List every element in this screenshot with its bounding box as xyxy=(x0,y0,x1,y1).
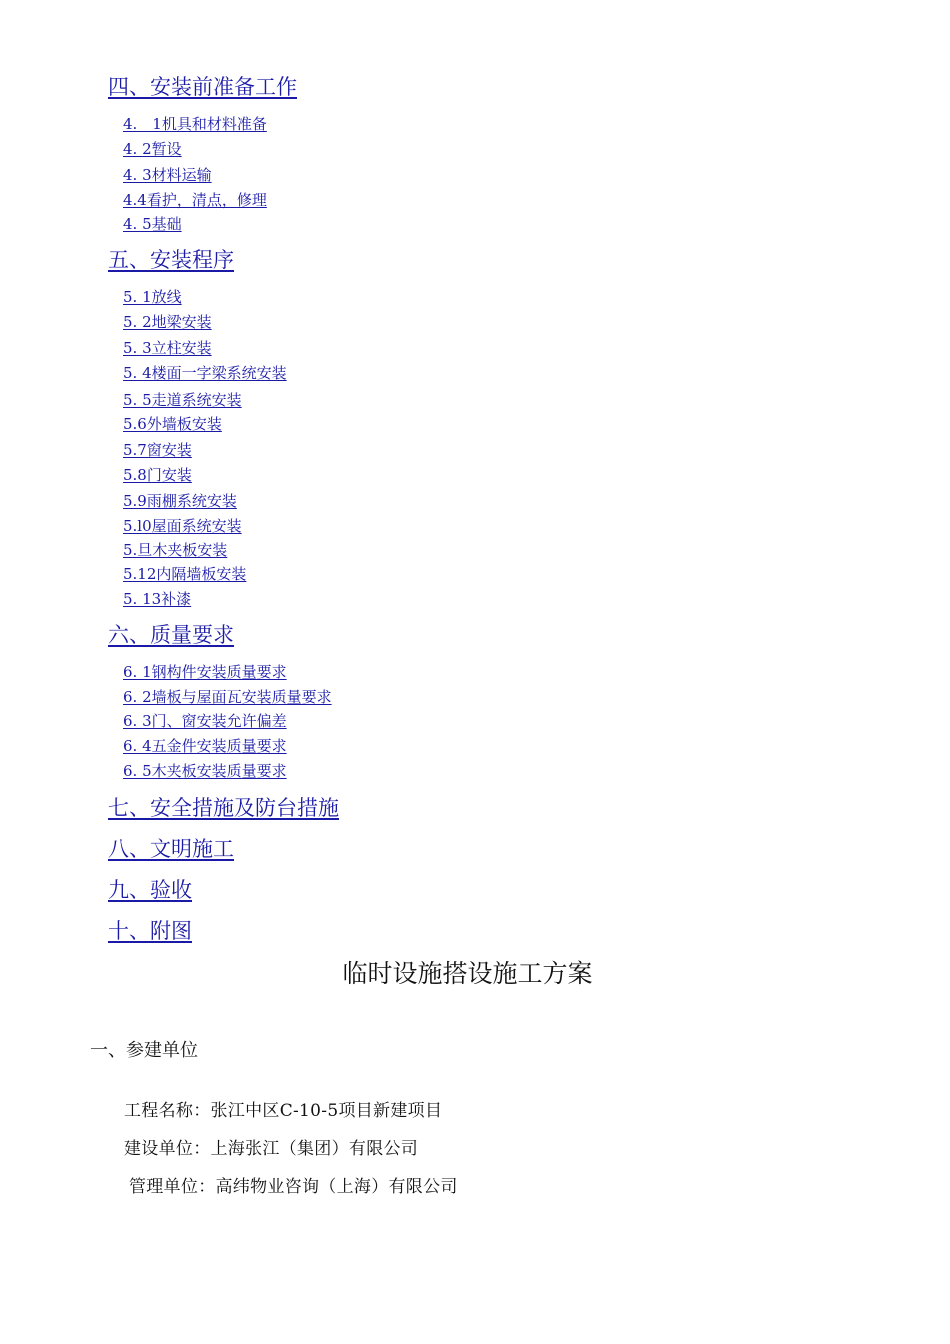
toc-item-6-2[interactable]: 6. 2墙板与屋面瓦安装质量要求 xyxy=(123,688,332,706)
toc-item-5-2[interactable]: 5. 2地梁安装 xyxy=(123,313,212,331)
toc-item-5-13[interactable]: 5. 13补漆 xyxy=(123,590,192,608)
toc-item-6-5[interactable]: 6. 5木夹板安装质量要求 xyxy=(123,762,287,780)
toc-item-5-6[interactable]: 5.6外墙板安装 xyxy=(123,415,222,433)
toc-item-5-9[interactable]: 5.9雨棚系统安装 xyxy=(123,492,237,510)
toc-item-6-4[interactable]: 6. 4五金件安装质量要求 xyxy=(123,737,287,755)
toc-heading-ch4[interactable]: 四、安装前准备工作 xyxy=(108,75,297,99)
toc-item-5-8[interactable]: 5.8门安装 xyxy=(123,466,192,484)
toc-heading-ch9[interactable]: 九、验收 xyxy=(108,878,192,902)
toc-heading-ch8[interactable]: 八、文明施工 xyxy=(108,837,234,861)
toc-heading-ch10[interactable]: 十、附图 xyxy=(108,919,192,943)
toc-item-4-5[interactable]: 4. 5基础 xyxy=(123,215,182,233)
toc-item-5-7[interactable]: 5.7窗安装 xyxy=(123,441,192,459)
toc-heading-ch5[interactable]: 五、安装程序 xyxy=(108,248,234,272)
toc-item-5-10[interactable]: 5.l0屋面系统安装 xyxy=(123,517,242,535)
toc-item-4-1[interactable]: 4. 1机具和材料准备 xyxy=(123,115,267,133)
toc-item-4-4[interactable]: 4.4看护，清点，修理 xyxy=(123,191,267,209)
toc-heading-ch7[interactable]: 七、安全措施及防台措施 xyxy=(108,796,339,820)
owner-unit-line: 建设单位：上海张江（集团）有限公司 xyxy=(124,1139,419,1159)
toc-item-5-12[interactable]: 5.12内隔墙板安装 xyxy=(123,565,247,583)
toc-heading-ch6[interactable]: 六、质量要求 xyxy=(108,623,234,647)
management-unit-line: 管理单位：高纬物业咨询（上海）有限公司 xyxy=(129,1177,458,1197)
section-heading-participants: 一、参建单位 xyxy=(90,1040,198,1061)
toc-item-4-3[interactable]: 4. 3材料运输 xyxy=(123,166,212,184)
toc-item-5-1[interactable]: 5. 1放线 xyxy=(123,288,182,306)
document-title: 临时设施搭设施工方案 xyxy=(342,959,593,988)
toc-item-6-1[interactable]: 6. 1钢构件安装质量要求 xyxy=(123,663,287,681)
toc-item-5-4[interactable]: 5. 4楼面一字梁系统安装 xyxy=(123,364,287,382)
toc-item-6-3[interactable]: 6. 3门、窗安装允许偏差 xyxy=(123,712,287,730)
toc-item-5-11[interactable]: 5.旦木夹板安装 xyxy=(123,541,228,559)
toc-item-4-2[interactable]: 4. 2暂设 xyxy=(123,140,182,158)
toc-item-5-5[interactable]: 5. 5走道系统安装 xyxy=(123,391,242,409)
project-name-line: 工程名称：张江中区C-10-5项目新建项目 xyxy=(124,1101,443,1121)
toc-item-5-3[interactable]: 5. 3立柱安装 xyxy=(123,339,212,357)
